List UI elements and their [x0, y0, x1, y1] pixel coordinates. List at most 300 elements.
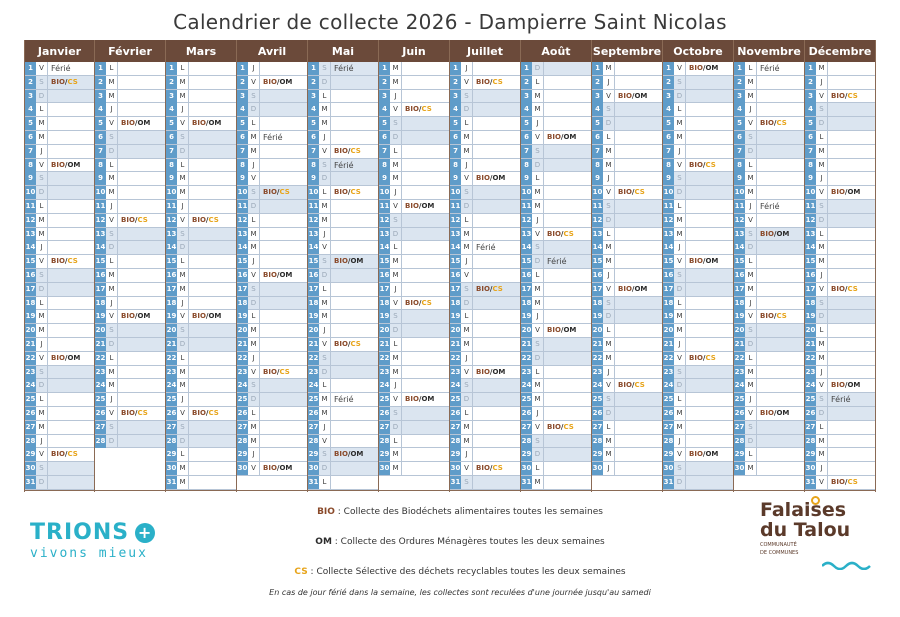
day-number: 29: [663, 448, 674, 461]
day-row: [592, 297, 662, 311]
day-number: 17: [521, 283, 532, 296]
day-number: 6: [166, 131, 177, 144]
day-number: 8: [592, 159, 603, 172]
day-row: [805, 324, 875, 338]
day-letter: V: [461, 76, 473, 89]
day-letter: V: [674, 448, 686, 461]
day-letter: J: [248, 255, 260, 268]
day-row: [237, 214, 307, 228]
day-row: [592, 145, 662, 159]
day-number: 13: [237, 228, 248, 241]
day-number: 6: [663, 131, 674, 144]
day-row: [25, 228, 94, 242]
day-letter: M: [177, 283, 189, 296]
day-letter: M: [36, 310, 48, 323]
day-row: [592, 214, 662, 228]
day-letter: J: [390, 379, 402, 392]
day-letter: J: [461, 62, 473, 75]
wave-icon: [822, 558, 874, 570]
day-letter: M: [177, 186, 189, 199]
month-header: Juin: [379, 40, 449, 62]
bio-label: BIO: [476, 367, 490, 376]
day-event: [757, 255, 804, 268]
day-event: [828, 117, 875, 130]
day-event: [48, 145, 94, 158]
day-event: [189, 379, 236, 392]
day-row: [805, 186, 875, 200]
day-event: [331, 214, 378, 227]
day-event: [118, 145, 165, 158]
day-event: [331, 200, 378, 213]
day-number: 27: [95, 421, 106, 434]
day-letter: V: [390, 297, 402, 310]
day-row: [450, 145, 520, 159]
day-letter: S: [532, 435, 544, 448]
day-event: [615, 117, 662, 130]
day-number: 4: [308, 103, 319, 116]
day-row: [379, 352, 449, 366]
day-letter: M: [177, 172, 189, 185]
day-row: [379, 435, 449, 449]
bio-label: BIO: [547, 229, 561, 238]
day-number: 10: [734, 186, 745, 199]
separator: /: [560, 132, 564, 141]
day-row: [805, 269, 875, 283]
day-event: [473, 214, 520, 227]
day-number: 21: [663, 338, 674, 351]
day-event: [473, 62, 520, 75]
day-event: [189, 62, 236, 75]
day-number: 4: [521, 103, 532, 116]
day-letter: D: [248, 103, 260, 116]
day-number: 16: [734, 269, 745, 282]
day-number: 3: [805, 90, 816, 103]
month-days: [237, 62, 307, 491]
day-event: [331, 379, 378, 392]
day-row: [237, 62, 307, 76]
day-letter: M: [248, 241, 260, 254]
day-number: 30: [521, 462, 532, 475]
day-number: 27: [25, 421, 36, 434]
day-number: 4: [805, 103, 816, 116]
day-number: 30: [450, 462, 461, 475]
day-letter: D: [177, 338, 189, 351]
day-row: [166, 228, 236, 242]
month-header: Mai: [308, 40, 378, 62]
day-letter: M: [106, 76, 118, 89]
day-row: [805, 145, 875, 159]
day-event: [544, 214, 591, 227]
day-letter: M: [532, 103, 544, 116]
day-row: [95, 131, 165, 145]
day-letter: S: [461, 379, 473, 392]
day-event: [615, 324, 662, 337]
cs-label: CS: [67, 257, 78, 266]
day-number: 26: [166, 407, 177, 420]
day-letter: D: [674, 90, 686, 103]
cs-label: CS: [279, 367, 290, 376]
day-row: [521, 103, 591, 117]
day-row: [25, 283, 94, 297]
day-row: [95, 186, 165, 200]
day-event: [331, 117, 378, 130]
day-number: 15: [805, 255, 816, 268]
day-row: [734, 448, 804, 462]
day-row: [734, 200, 804, 214]
day-row: [25, 338, 94, 352]
day-event: [828, 393, 875, 406]
day-row: [450, 200, 520, 214]
day-row: [166, 297, 236, 311]
day-row: [237, 269, 307, 283]
day-number: 4: [379, 103, 390, 116]
day-number: 24: [237, 379, 248, 392]
bio-label: BIO: [689, 160, 703, 169]
day-row: [592, 172, 662, 186]
day-letter: S: [248, 186, 260, 199]
day-event: [686, 62, 733, 75]
day-row: [166, 159, 236, 173]
day-event: [331, 476, 378, 489]
day-number: 12: [592, 214, 603, 227]
day-event: [828, 159, 875, 172]
day-letter: M: [816, 145, 828, 158]
day-number: 2: [450, 76, 461, 89]
day-event: [544, 379, 591, 392]
day-row: [450, 186, 520, 200]
day-letter: M: [248, 421, 260, 434]
om-label: OM: [492, 367, 506, 376]
day-event: [473, 159, 520, 172]
day-letter: V: [674, 159, 686, 172]
day-row: [379, 393, 449, 407]
day-event: [402, 228, 449, 241]
day-event: [331, 462, 378, 475]
day-letter: S: [816, 297, 828, 310]
day-letter: J: [177, 103, 189, 116]
day-row: [25, 421, 94, 435]
day-event: [331, 131, 378, 144]
day-letter: L: [390, 241, 402, 254]
month-header: Février: [95, 40, 165, 62]
day-event: [686, 186, 733, 199]
day-event: [544, 448, 591, 461]
day-row: [521, 352, 591, 366]
day-row: [25, 352, 94, 366]
day-event: [544, 366, 591, 379]
day-letter: V: [674, 352, 686, 365]
bio-label: BIO: [689, 257, 703, 266]
day-letter: L: [674, 103, 686, 116]
day-letter: V: [248, 172, 260, 185]
day-row: [734, 241, 804, 255]
day-row: [25, 407, 94, 421]
day-number: 6: [734, 131, 745, 144]
day-number: 30: [237, 462, 248, 475]
day-row: [663, 131, 733, 145]
day-event: [260, 145, 307, 158]
day-number: 12: [734, 214, 745, 227]
day-row: [592, 76, 662, 90]
day-letter: L: [461, 117, 473, 130]
day-event: [260, 117, 307, 130]
day-event: [118, 76, 165, 89]
day-row: [805, 448, 875, 462]
day-letter: L: [816, 324, 828, 337]
cs-label: CS: [421, 298, 432, 307]
day-event: [828, 76, 875, 89]
day-event: [260, 393, 307, 406]
day-letter: L: [532, 462, 544, 475]
day-event: [544, 476, 591, 489]
day-row: [166, 407, 236, 421]
day-row: [663, 62, 733, 76]
day-number: 4: [95, 103, 106, 116]
day-number: 16: [95, 269, 106, 282]
day-number: 28: [663, 435, 674, 448]
day-letter: M: [816, 448, 828, 461]
cs-label: CS: [137, 215, 148, 224]
day-event: [260, 172, 307, 185]
day-letter: L: [532, 269, 544, 282]
day-letter: D: [106, 435, 118, 448]
day-row: [521, 214, 591, 228]
day-row: [95, 352, 165, 366]
day-number: 5: [734, 117, 745, 130]
day-event: [686, 255, 733, 268]
day-letter: M: [816, 241, 828, 254]
day-event: [686, 90, 733, 103]
day-row: [592, 186, 662, 200]
day-number: 1: [166, 62, 177, 75]
day-letter: M: [816, 338, 828, 351]
day-row: [734, 310, 804, 324]
day-row: [95, 297, 165, 311]
day-letter: S: [248, 379, 260, 392]
day-letter: D: [319, 269, 331, 282]
day-number: 3: [237, 90, 248, 103]
om-label: OM: [634, 284, 648, 293]
day-letter: M: [319, 297, 331, 310]
day-number: 8: [805, 159, 816, 172]
day-letter: M: [36, 228, 48, 241]
cs-label: CS: [492, 77, 503, 86]
day-row: [734, 117, 804, 131]
bio-label: BIO: [760, 408, 774, 417]
day-row: [592, 462, 662, 476]
day-row: [308, 310, 378, 324]
day-letter: S: [36, 462, 48, 475]
day-row: [95, 241, 165, 255]
day-row: [379, 297, 449, 311]
day-row: [592, 324, 662, 338]
day-row: [166, 214, 236, 228]
day-event: [189, 186, 236, 199]
day-row: [379, 269, 449, 283]
day-event: [260, 269, 307, 282]
bio-label: BIO: [405, 201, 419, 210]
day-number: 17: [379, 283, 390, 296]
separator: /: [631, 188, 635, 197]
day-number: 25: [734, 393, 745, 406]
day-row: [805, 76, 875, 90]
day-letter: D: [36, 283, 48, 296]
ferie-label: Férié: [51, 64, 71, 73]
day-number: 11: [95, 200, 106, 213]
day-letter: L: [532, 172, 544, 185]
day-number: 7: [237, 145, 248, 158]
day-row: [379, 76, 449, 90]
day-event: [48, 310, 94, 323]
day-event: [118, 283, 165, 296]
day-number: 9: [95, 172, 106, 185]
day-row: [663, 393, 733, 407]
day-number: 11: [592, 200, 603, 213]
month-days: [166, 62, 236, 491]
day-event: [757, 407, 804, 420]
day-event: [48, 172, 94, 185]
day-letter: S: [745, 324, 757, 337]
day-event: [686, 283, 733, 296]
day-row: [237, 379, 307, 393]
day-event: [757, 269, 804, 282]
day-number: 9: [237, 172, 248, 185]
day-number: 21: [95, 338, 106, 351]
day-letter: J: [674, 145, 686, 158]
day-number: 2: [308, 76, 319, 89]
day-number: 25: [592, 393, 603, 406]
day-number: 25: [805, 393, 816, 406]
cs-label: CS: [208, 215, 219, 224]
day-event: [473, 186, 520, 199]
day-row: [805, 103, 875, 117]
day-event: [260, 283, 307, 296]
day-event: [828, 228, 875, 241]
day-row: [95, 269, 165, 283]
day-number: 21: [450, 338, 461, 351]
day-event: [402, 200, 449, 213]
day-number: 1: [95, 62, 106, 75]
day-number: 21: [805, 338, 816, 351]
day-event: [615, 448, 662, 461]
day-number: 29: [308, 448, 319, 461]
day-row: [592, 90, 662, 104]
day-letter: L: [319, 379, 331, 392]
bio-label: BIO: [831, 91, 845, 100]
day-event: [828, 283, 875, 296]
day-letter: M: [816, 159, 828, 172]
day-letter: D: [319, 76, 331, 89]
day-letter: D: [532, 62, 544, 75]
day-number: 28: [237, 435, 248, 448]
cs-label: CS: [208, 408, 219, 417]
day-letter: D: [745, 145, 757, 158]
day-number: 10: [379, 186, 390, 199]
day-row: [308, 76, 378, 90]
day-number: 17: [95, 283, 106, 296]
day-row: [166, 62, 236, 76]
day-row: [805, 352, 875, 366]
day-letter: D: [461, 200, 473, 213]
day-letter: M: [603, 352, 615, 365]
day-row: [95, 324, 165, 338]
ferie-label: Férié: [334, 395, 354, 405]
day-letter: M: [603, 435, 615, 448]
day-event: [473, 407, 520, 420]
day-event: [615, 421, 662, 434]
day-letter: L: [674, 297, 686, 310]
day-letter: M: [390, 255, 402, 268]
day-row: [450, 324, 520, 338]
day-letter: D: [816, 407, 828, 420]
day-row: [308, 462, 378, 476]
month-header: Novembre: [734, 40, 804, 62]
day-letter: L: [674, 393, 686, 406]
day-event: [402, 283, 449, 296]
day-row: [805, 379, 875, 393]
day-letter: D: [532, 448, 544, 461]
separator: /: [347, 450, 351, 459]
day-letter: L: [177, 255, 189, 268]
day-number: 31: [521, 476, 532, 489]
day-event: [473, 435, 520, 448]
day-event: [473, 76, 520, 89]
day-row: [379, 172, 449, 186]
day-letter: L: [106, 62, 118, 75]
day-letter: J: [36, 241, 48, 254]
bio-label: BIO: [334, 188, 348, 197]
day-letter: V: [177, 214, 189, 227]
day-number: 3: [166, 90, 177, 103]
day-event: [544, 407, 591, 420]
separator: /: [844, 284, 848, 293]
day-letter: S: [106, 324, 118, 337]
day-row: [95, 103, 165, 117]
day-row: [379, 462, 449, 476]
day-event: [331, 186, 378, 199]
day-event: [48, 76, 94, 89]
day-row: [95, 200, 165, 214]
day-event: [757, 421, 804, 434]
day-event: [615, 297, 662, 310]
day-row: [734, 214, 804, 228]
day-number: 5: [237, 117, 248, 130]
day-row: [95, 435, 165, 449]
day-event: [544, 269, 591, 282]
day-row: [663, 214, 733, 228]
day-event: [48, 393, 94, 406]
day-letter: M: [461, 324, 473, 337]
day-number: 22: [166, 352, 177, 365]
day-row: [237, 172, 307, 186]
day-number: 11: [379, 200, 390, 213]
day-row: [25, 145, 94, 159]
day-number: 26: [95, 407, 106, 420]
day-event: [118, 241, 165, 254]
day-row: [805, 338, 875, 352]
day-number: 26: [379, 407, 390, 420]
day-letter: L: [177, 352, 189, 365]
day-number: 8: [450, 159, 461, 172]
day-letter: M: [745, 366, 757, 379]
separator: /: [844, 477, 848, 486]
month-column: [592, 40, 663, 492]
day-row: [166, 379, 236, 393]
day-event: [757, 90, 804, 103]
day-number: 12: [166, 214, 177, 227]
day-number: 20: [592, 324, 603, 337]
day-row: [25, 379, 94, 393]
